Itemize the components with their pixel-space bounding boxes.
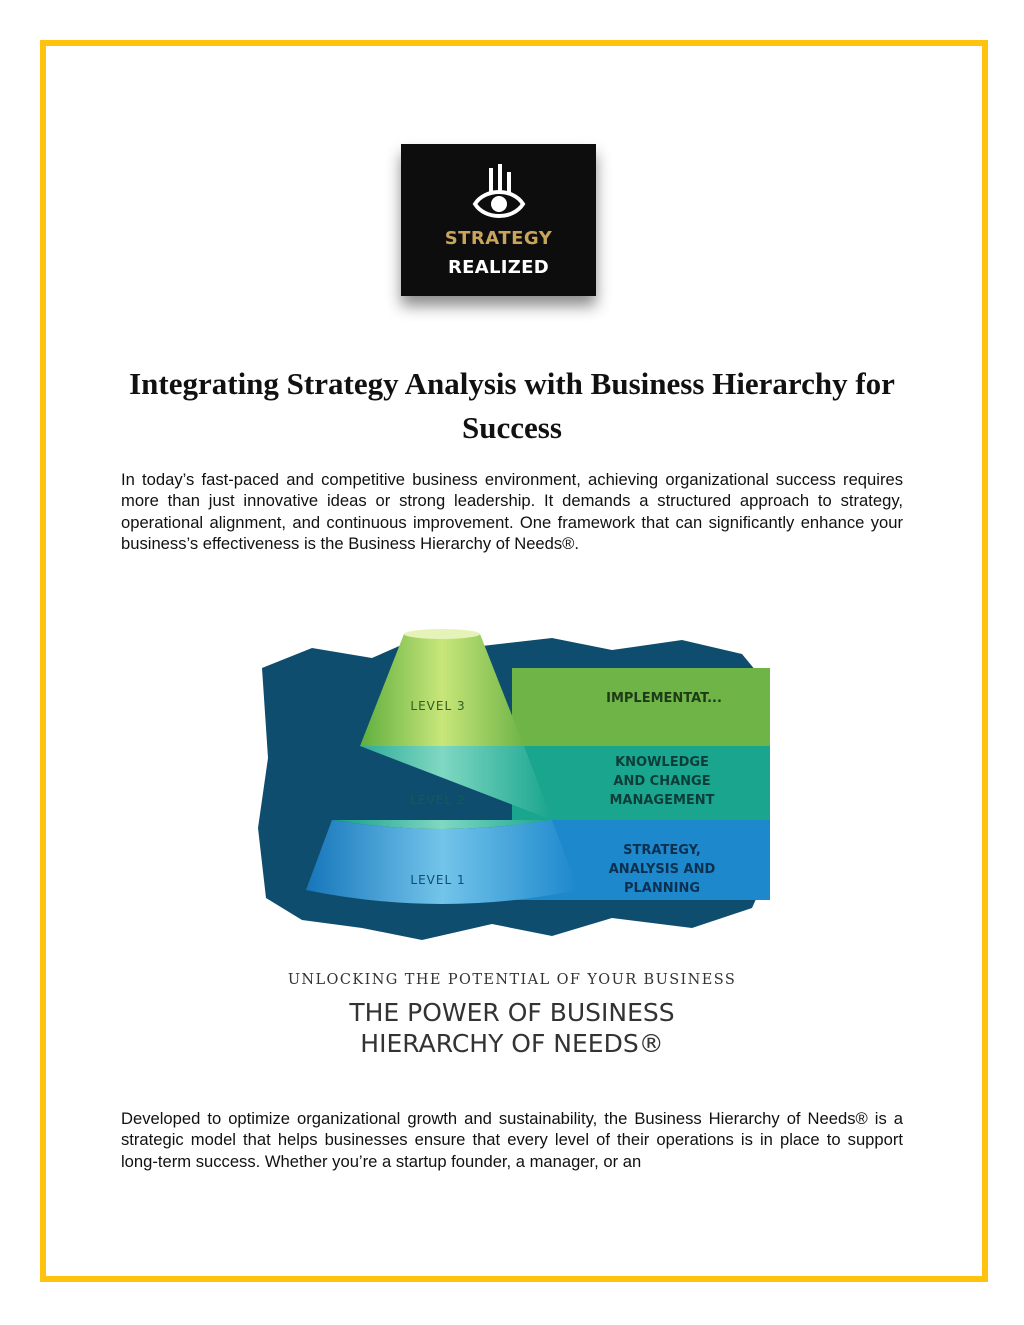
- hero-big-title: [262, 997, 762, 1059]
- hero-big-title-line1: THE POWER OF BUSINESS: [349, 998, 675, 1027]
- hierarchy-of-needs-illustration: [252, 628, 772, 948]
- level-2-label: LEVEL 2: [410, 793, 466, 807]
- strategy-label-line1: STRATEGY,: [623, 843, 701, 858]
- level-3-label: LEVEL 3: [410, 699, 466, 713]
- band-implementation: [512, 668, 770, 746]
- cone-top-ellipse: [404, 629, 480, 639]
- hero-big-title-line2: HIERARCHY OF NEEDS®: [360, 1029, 664, 1058]
- knowledge-label-line1: KNOWLEDGE: [615, 755, 709, 770]
- body-paragraph: Developed to optimize organizational growth and sustainability, the Business Hierarchy of Needs® is a strategic model that helps businesses ensure that every level of their operations is in place to support long-term success. Whether you’re a startup founder, a manager, or an: [121, 1109, 903, 1171]
- level-1-label: LEVEL 1: [410, 873, 466, 887]
- strategy-label-line3: PLANNING: [623, 881, 701, 896]
- knowledge-label-line3: MANAGEMENT: [609, 793, 715, 808]
- knowledge-label-line2: AND CHANGE: [613, 774, 711, 789]
- intro-paragraph: In today’s fast-paced and competitive business environment, achieving organizational success requires more than just innovative ideas or strong leadership. It demands a structured approach to strategy, operational alignment, and continuous improvement. One framework that can significantly enhance your business’s effectiveness is the Business Hierarchy of Needs®.: [121, 470, 903, 554]
- eye-skyline-icon: [469, 164, 529, 224]
- logo-text-realized: REALIZED: [448, 257, 549, 278]
- implementation-label: IMPLEMENTAT...: [606, 691, 722, 706]
- document-title: Integrating Strategy Analysis with Business Hierarchy for Success: [129, 366, 895, 445]
- hero-tagline: UNLOCKING THE POTENTIAL OF YOUR BUSINESS: [287, 972, 737, 988]
- cone-level-1: [306, 820, 578, 904]
- logo-text-strategy: STRATEGY: [444, 228, 553, 249]
- strategy-label-line2: ANALYSIS AND: [608, 862, 716, 877]
- strategy-realized-logo: [401, 144, 596, 296]
